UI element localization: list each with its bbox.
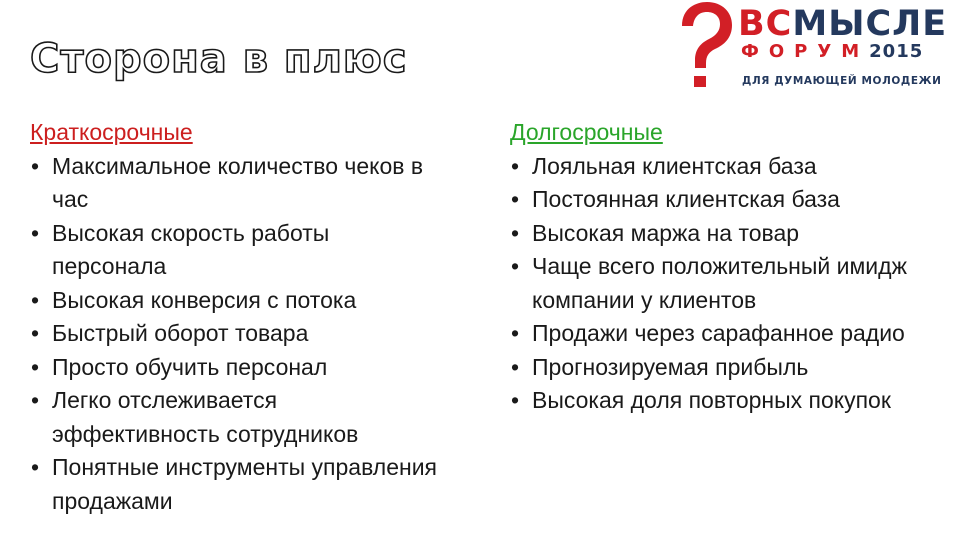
list-item: • Высокая скорость работы персонала [30, 217, 450, 284]
short-term-list [30, 150, 450, 519]
logo-word-first: ВС [738, 4, 793, 44]
question-mark-icon [674, 0, 736, 90]
logo-forum-word: ФОРУМ [741, 41, 870, 62]
long-term-list [510, 150, 950, 418]
list-item: • Высокая доля повторных покупок [510, 384, 950, 418]
list-item: • Легко отслеживается эффективность сотрудников [30, 384, 450, 451]
forum-logo [674, 0, 960, 92]
slide-title: Сторона в плюс [30, 36, 408, 82]
short-term-column [30, 116, 450, 518]
list-item: • Лояльная клиентская база [510, 150, 950, 184]
list-item: • Понятные инструменты управления продажами [30, 451, 450, 518]
logo-wordmark [738, 4, 947, 44]
logo-forum-line [741, 42, 923, 62]
long-term-column [510, 116, 950, 418]
logo-forum-year: 2015 [869, 41, 924, 62]
logo-word-rest: МЫСЛЕ [792, 4, 948, 44]
list-item: • Продажи через сарафанное радио [510, 317, 950, 351]
short-term-heading: Краткосрочные [30, 119, 193, 145]
long-term-heading: Долгосрочные [510, 119, 663, 145]
list-item: • Чаще всего положительный имидж компании у клиентов [510, 250, 950, 317]
logo-tagline: ДЛЯ ДУМАЮЩЕЙ МОЛОДЕЖИ [742, 75, 942, 87]
list-item: • Высокая маржа на товар [510, 217, 950, 251]
list-item: • Прогнозируемая прибыль [510, 351, 950, 385]
list-item: • Быстрый оборот товара [30, 317, 450, 351]
list-item: • Постоянная клиентская база [510, 183, 950, 217]
list-item: • Просто обучить персонал [30, 351, 450, 385]
list-item: • Максимальное количество чеков в час [30, 150, 450, 217]
list-item: • Высокая конверсия с потока [30, 284, 450, 318]
